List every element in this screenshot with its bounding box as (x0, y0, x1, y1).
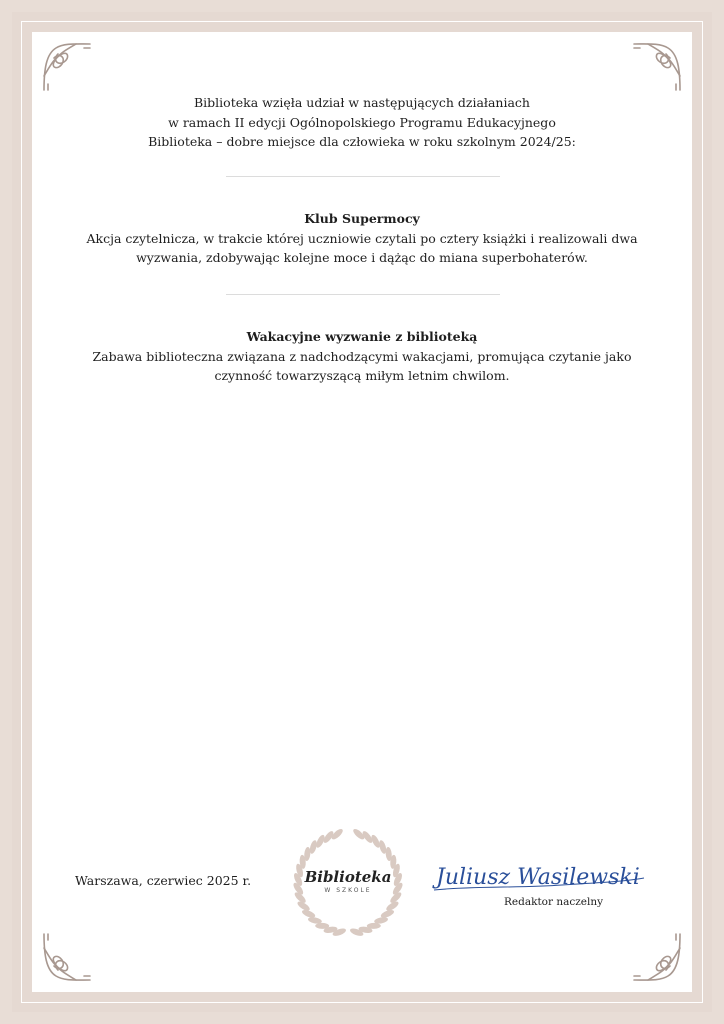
corner-ornament-icon (630, 930, 684, 984)
activity-item (60, 209, 664, 268)
activity-title: Wakacyjne wyzwanie z biblioteką (246, 329, 478, 344)
intro-paragraph (60, 93, 664, 152)
activity-description-line: Akcja czytelnicza, w trakcie której uczniowie czytali po cztery książki i realizowali dwa (86, 230, 638, 246)
signer-role: Redaktor naczelny (504, 896, 604, 908)
activity-description-line: czynność towarzyszącą miłym letnim chwilom. (214, 368, 510, 383)
corner-ornament-icon (630, 40, 684, 94)
signature-text: Juliusz Wasilewski (436, 865, 640, 890)
logo-title: Biblioteka (304, 868, 392, 886)
intro-line: Biblioteka wzięła udział w następujących działaniach (194, 95, 530, 110)
activity-description-line: Zabawa biblioteczna związana z nadchodzącymi wakacjami, promująca czytanie jako (92, 348, 632, 364)
program-logo (286, 821, 410, 945)
corner-ornament-icon (40, 40, 94, 94)
activity-item (60, 327, 664, 386)
intro-line: w ramach II edycji Ogólnopolskiego Programu Edukacyjnego (168, 114, 556, 130)
corner-ornament-icon (40, 930, 94, 984)
intro-line: Biblioteka – dobre miejsce dla człowieka w roku szkolnym 2024/25: (148, 134, 576, 149)
section-divider (226, 294, 500, 295)
activity-title: Klub Supermocy (304, 211, 420, 226)
place-date: Warszawa, czerwiec 2025 r. (75, 873, 252, 888)
logo-subtitle: W SZKOLE (324, 887, 372, 894)
section-divider (226, 176, 500, 177)
activity-description-line: wyzwania, zdobywając kolejne moce i dążąc do miana superbohaterów. (136, 250, 588, 265)
signature (432, 852, 647, 896)
